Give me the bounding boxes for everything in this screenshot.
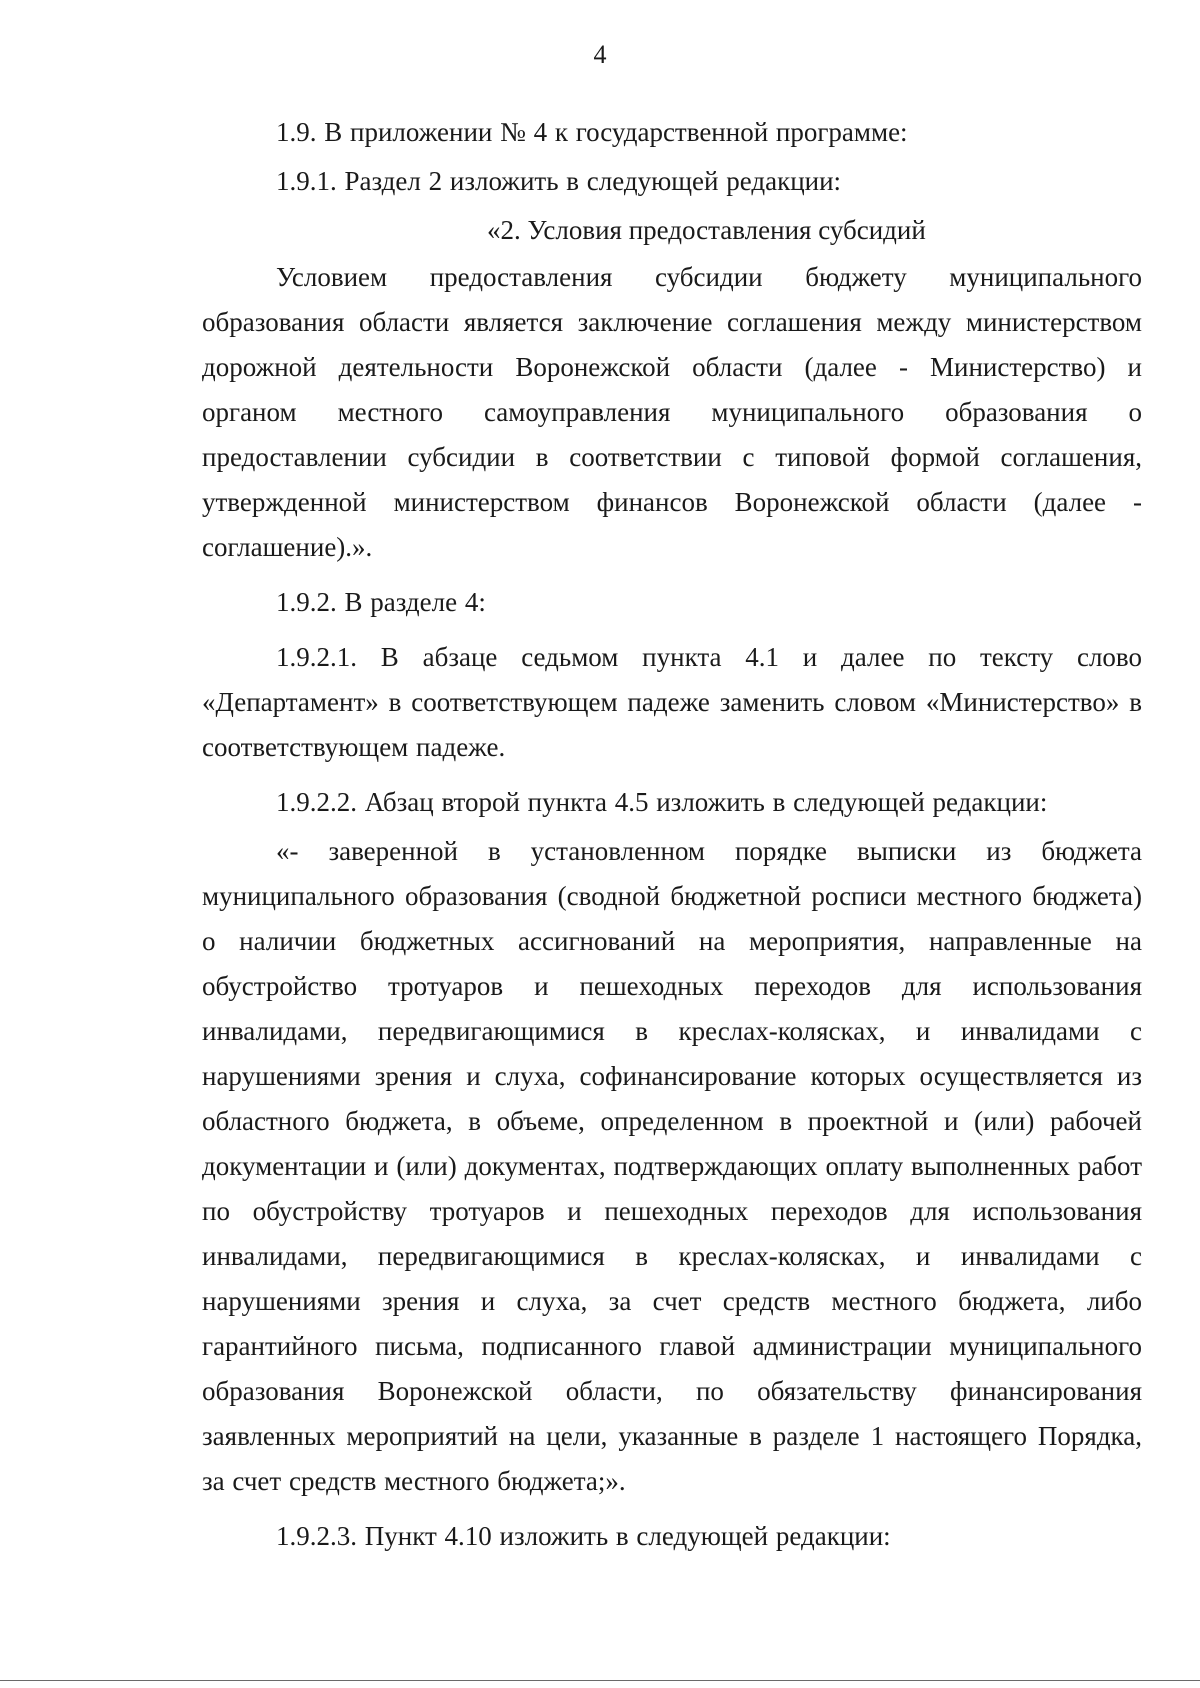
paragraph-1-9-1: 1.9.1. Раздел 2 изложить в следующей редакции: (276, 166, 842, 196)
bottom-divider (0, 1680, 1200, 1681)
paragraph-1-9-2-2: 1.9.2.2. Абзац второй пункта 4.5 изложить в следующей редакции: (276, 787, 1048, 817)
document-body (202, 110, 1142, 1559)
section-heading: «2. Условия предоставления субсидий (487, 215, 926, 245)
paragraph-1-9: 1.9. В приложении № 4 к государственной программе: (276, 117, 908, 147)
paragraph-conditions: Условием предоставления субсидии бюджету муниципального образования области является заключение соглашения между министерством дорожной деятельности Воронежской области (далее - Министерство) и органом местного самоуправления муниципального образования о предоставлении субсидии в соответствии с типовой формой соглашения, утвержденной министерством финансов Воронежской области (далее - соглашение).». (202, 262, 1142, 562)
paragraph-statement-extract: «- заверенной в установленном порядке выписки из бюджета муниципального образования (сводной бюджетной росписи местного бюджета) о наличии бюджетных ассигнований на мероприятия, направленные на обустройство тротуаров и пешеходных переходов для использования инвалидами, передвигающимися в креслах-колясках, и инвалидами с нарушениями зрения и слуха, софинансирование которых осуществляется из областного бюджета, в объеме, определенном в проектной и (или) рабочей документации и (или) документах, подтверждающих оплату выполненных работ по обустройству тротуаров и пешеходных переходов для использования инвалидами, передвигающимися в креслах-колясках, и инвалидами с нарушениями зрения и слуха, за счет средств местного бюджета, либо гарантийного письма, подписанного главой администрации муниципального образования Воронежской области, по обязательству финансирования заявленных мероприятий на цели, указанные в разделе 1 настоящего Порядка, за счет средств местного бюджета;». (202, 836, 1142, 1496)
paragraph-1-9-2: 1.9.2. В разделе 4: (276, 587, 486, 617)
paragraph-1-9-2-3: 1.9.2.3. Пункт 4.10 изложить в следующей редакции: (276, 1521, 891, 1551)
page-number: 4 (593, 40, 607, 69)
paragraph-1-9-2-1: 1.9.2.1. В абзаце седьмом пункта 4.1 и далее по тексту слово «Департамент» в соответствующем падеже заменить словом «Министерство» в соответствующем падеже. (202, 642, 1142, 762)
